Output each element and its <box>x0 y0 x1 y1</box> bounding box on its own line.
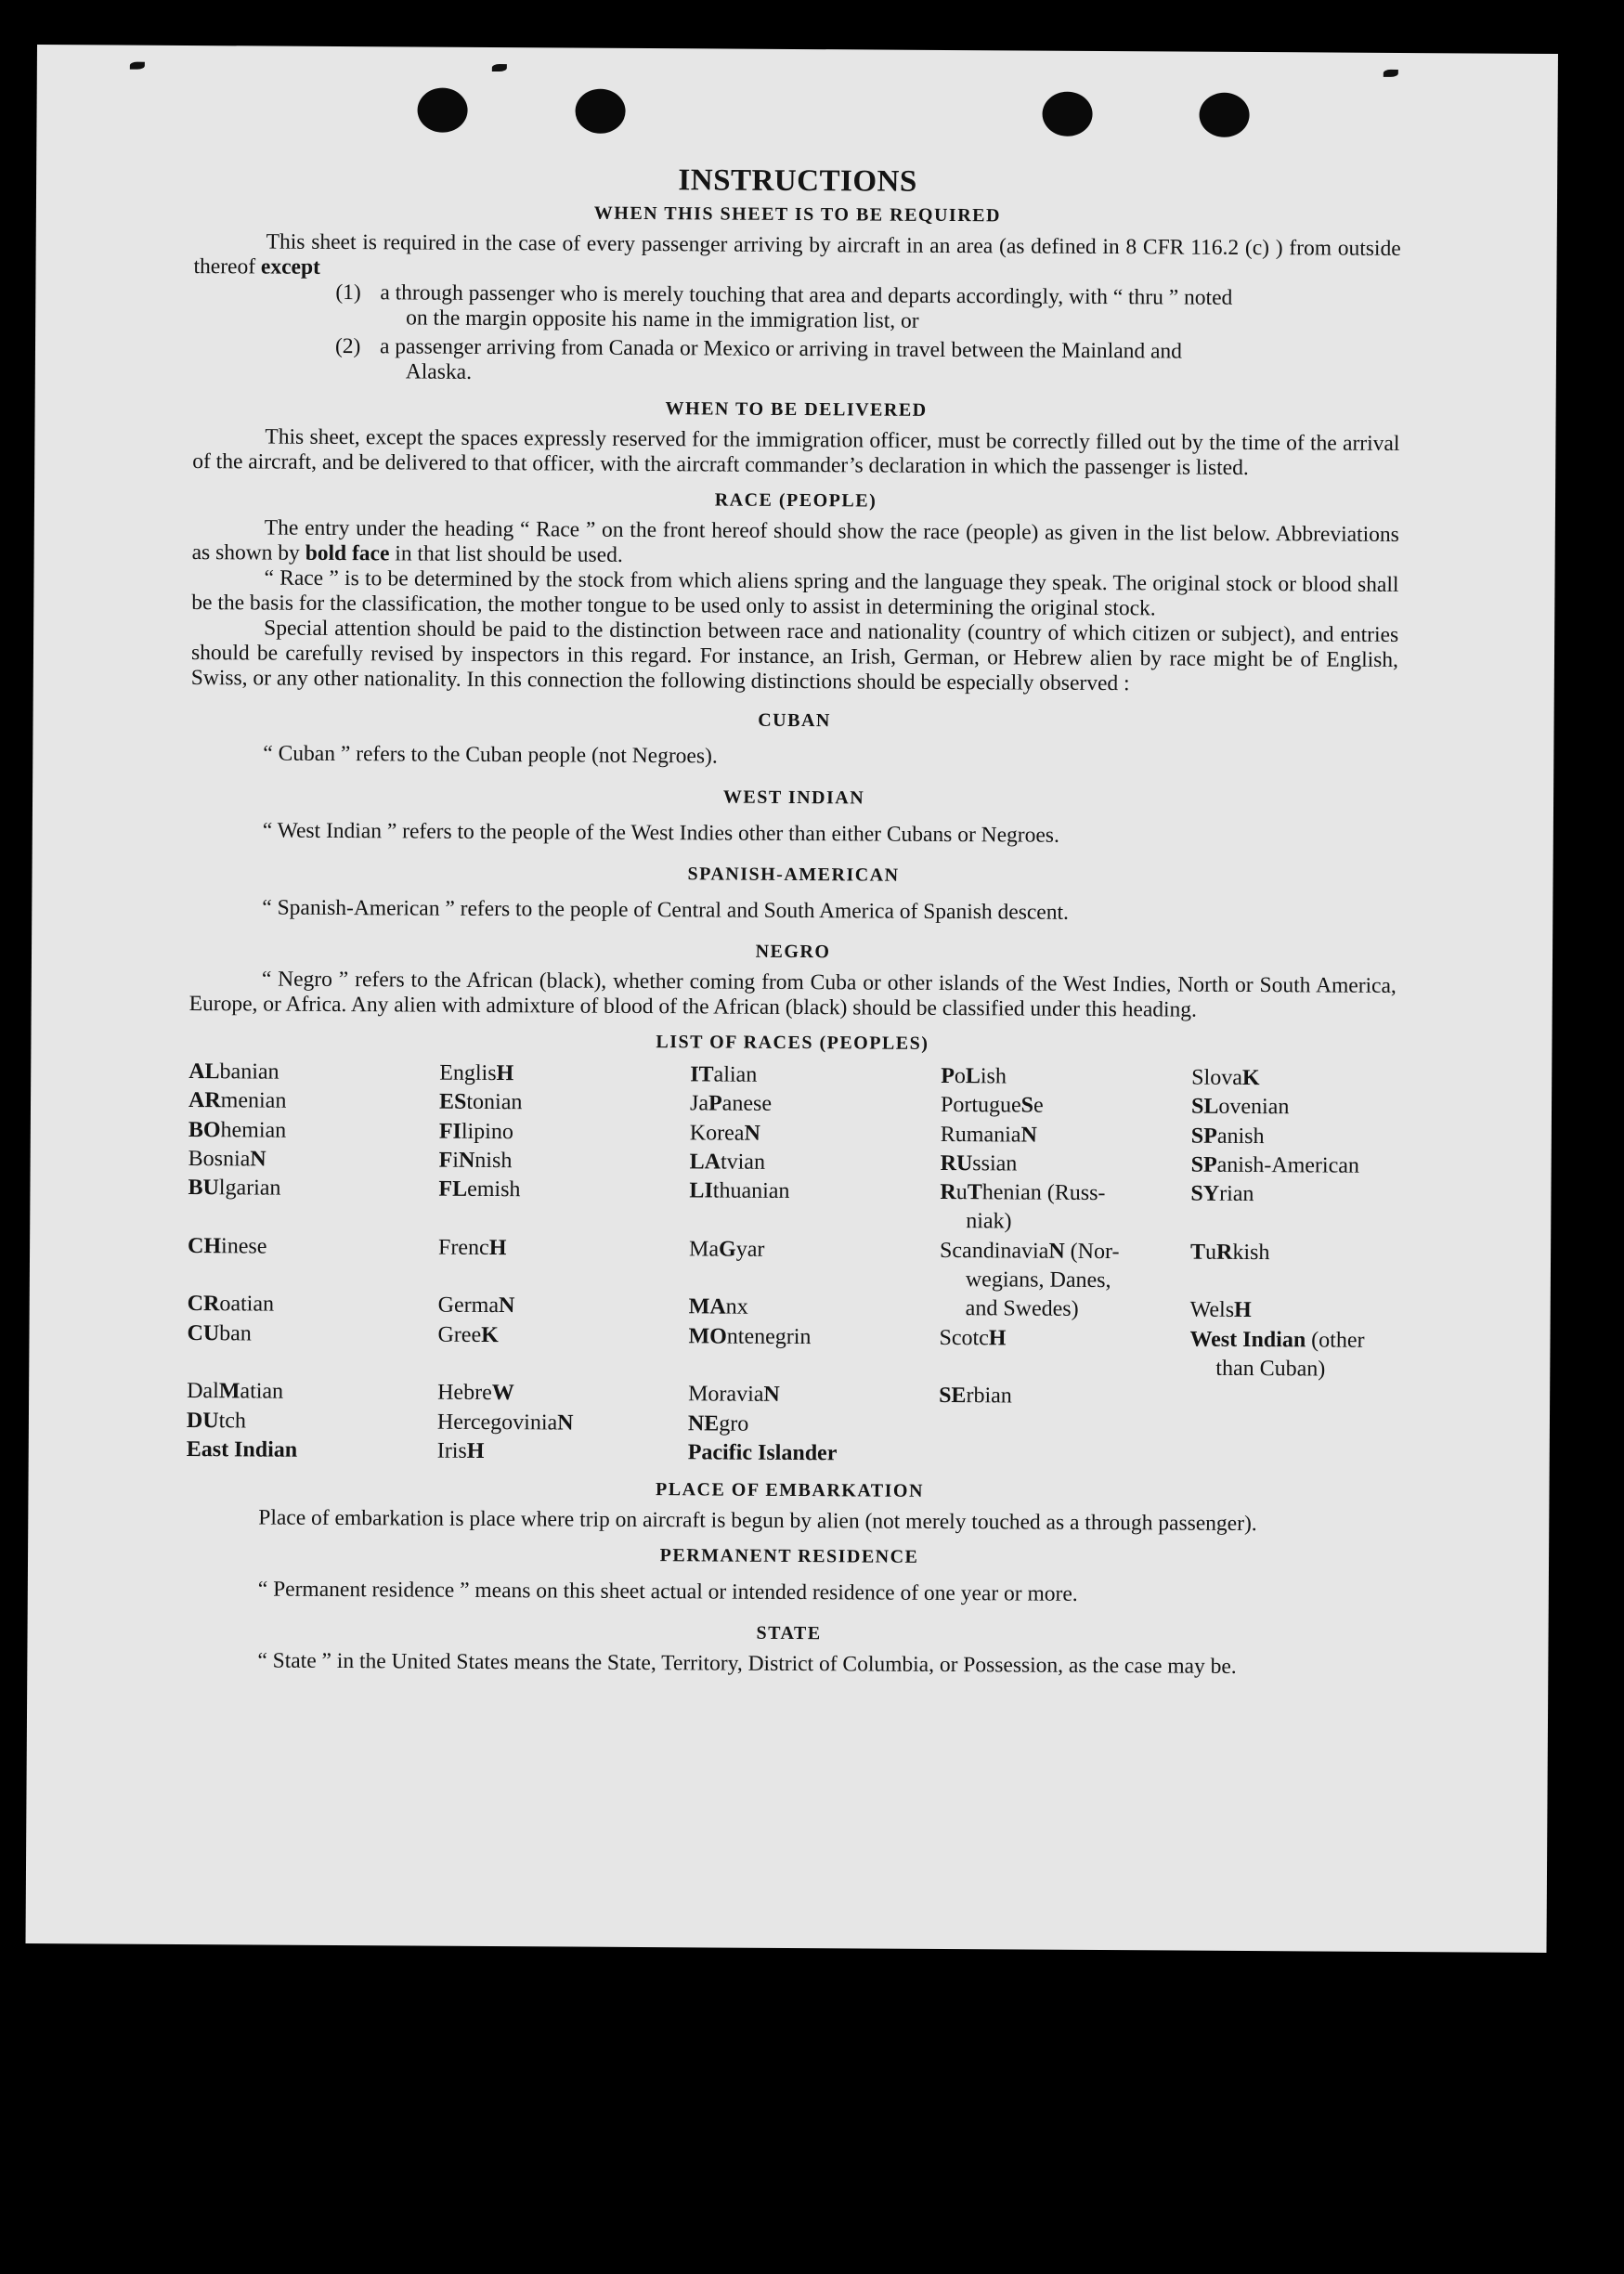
race-abbrev: DU <box>186 1408 219 1433</box>
race-text: o <box>954 1064 966 1089</box>
race-entry <box>188 1232 438 1292</box>
race-entry <box>439 1147 690 1177</box>
race-abbrev: SE <box>939 1384 967 1409</box>
race-abbrev: N <box>498 1293 515 1319</box>
race-abbrev: Pacific Islander <box>687 1440 838 1466</box>
section-heading-west-indian: WEST INDIAN <box>722 786 865 809</box>
race-text: Korea <box>689 1120 745 1146</box>
race-abbrev: AR <box>188 1088 221 1113</box>
item-line: a passenger arriving from Canada or Mexico or arriving in travel between the Mainland and <box>379 334 1183 364</box>
race-text: yar <box>735 1237 765 1262</box>
race-abbrev: N <box>458 1148 475 1173</box>
race-abbrev: LI <box>689 1178 713 1203</box>
race-text: Portugue <box>940 1093 1021 1118</box>
race-text: menian <box>220 1088 287 1113</box>
race-text: emish <box>467 1177 521 1202</box>
race-entry <box>188 1145 439 1176</box>
race-text: ban <box>219 1320 252 1346</box>
race-text: (other <box>1306 1328 1365 1353</box>
race-text: Germa <box>437 1293 500 1319</box>
race-text: tch <box>218 1408 247 1433</box>
race-text: banian <box>219 1059 279 1085</box>
race-entry <box>939 1411 1189 1442</box>
race-entry <box>439 1059 690 1090</box>
race-entry <box>1191 1093 1396 1124</box>
race-abbrev: H <box>988 1325 1007 1351</box>
race-entry <box>439 1117 690 1148</box>
race-entry <box>690 1119 941 1150</box>
race-abbrev: P <box>941 1063 955 1089</box>
punch-mark <box>130 62 145 70</box>
race-entry <box>188 1290 438 1320</box>
race-text: Frenc <box>438 1235 489 1260</box>
punch-hole <box>417 88 467 133</box>
race-text: Hebre <box>437 1380 492 1406</box>
race-abbrev: L <box>965 1064 981 1089</box>
race-abbrev: NE <box>687 1410 720 1436</box>
race-entry <box>939 1382 1189 1412</box>
race-text: anish <box>1216 1124 1265 1149</box>
race-entry <box>1191 1151 1396 1182</box>
race-text: Ja <box>689 1091 709 1116</box>
race-abbrev: IT <box>690 1062 714 1087</box>
race-abbrev: CH <box>188 1233 222 1259</box>
race-text: Ma <box>689 1237 720 1262</box>
race-abbrev: SY <box>1190 1181 1220 1206</box>
race-entry <box>690 1148 941 1178</box>
race-abbrev: BO <box>188 1117 221 1142</box>
punch-hole <box>575 89 625 134</box>
race-text: (Nor- <box>1064 1239 1120 1264</box>
section-heading-spanish-american: SPANISH-AMERICAN <box>687 864 900 886</box>
race-abbrev: M <box>218 1379 240 1404</box>
race-entry <box>437 1408 688 1438</box>
item-number: (2) <box>334 333 361 359</box>
race-entry <box>688 1410 939 1440</box>
race-entry <box>437 1320 688 1380</box>
item-text <box>380 334 1400 391</box>
race-abbrev: H <box>496 1061 514 1086</box>
race-abbrev: G <box>719 1237 736 1262</box>
item-text <box>380 280 1400 337</box>
race-entry <box>690 1090 941 1121</box>
west-indian-definition: “ West Indian ” refers to the people of the West Indies other than either Cubans or Negroes. <box>262 818 1059 848</box>
race-abbrev: CU <box>187 1320 220 1345</box>
race-abbrev: N <box>763 1383 780 1408</box>
race-entry <box>1190 1180 1395 1240</box>
races-list <box>187 1058 1397 1472</box>
section-heading-required: WHEN THIS SHEET IS TO BE REQUIRED <box>593 202 1002 227</box>
race-text: hemian <box>220 1117 287 1143</box>
section-heading-delivered: WHEN TO BE DELIVERED <box>665 398 928 421</box>
race-abbrev: N <box>1048 1239 1065 1264</box>
section-heading-cuban: CUBAN <box>758 709 831 732</box>
race-entry <box>940 1294 1190 1325</box>
race-text: Bosnia <box>188 1146 251 1172</box>
race-text: u <box>1205 1240 1217 1265</box>
race-text: i <box>452 1148 460 1173</box>
race-abbrev: BU <box>188 1176 219 1201</box>
page-title: INSTRUCTIONS <box>678 163 917 199</box>
race-text: Rumania <box>940 1122 1021 1148</box>
race-entry <box>188 1058 439 1088</box>
race-text: Dal <box>187 1379 219 1404</box>
race-entry <box>939 1324 1189 1384</box>
race-p1-text: in that list should be used. <box>389 541 623 567</box>
race-abbrev: H <box>1234 1298 1252 1323</box>
race-entry <box>187 1377 437 1408</box>
race-abbrev: S <box>1020 1093 1034 1118</box>
race-text: Gree <box>437 1322 482 1347</box>
race-abbrev: H <box>488 1235 507 1260</box>
race-abbrev: ES <box>438 1089 467 1115</box>
race-text: Hercegovinia <box>436 1410 558 1436</box>
race-text: tvian <box>720 1150 766 1175</box>
race-abbrev: CR <box>187 1292 220 1317</box>
race-entry <box>1190 1238 1395 1297</box>
race-entry <box>688 1381 939 1411</box>
race-text: rbian <box>966 1384 1012 1409</box>
race-entry <box>688 1438 939 1469</box>
section-heading-race: RACE (PEOPLE) <box>714 489 877 512</box>
section-heading-negro: NEGRO <box>755 941 831 963</box>
race-text: e <box>1033 1093 1044 1118</box>
race-abbrev: FI <box>438 1119 461 1144</box>
list-item <box>335 334 1400 391</box>
race-abbrev: K <box>1241 1065 1260 1091</box>
race-p1-text: The entry under the heading “ Race ” on the front hereof should show the race (people) as given in the list below. Abbreviations as shown by <box>191 515 1399 565</box>
required-intro <box>193 229 1400 287</box>
race-entry <box>689 1235 940 1294</box>
race-text: anish-American <box>1216 1152 1360 1178</box>
race-entry <box>439 1088 690 1119</box>
race-text-continued: wegians, Danes, <box>965 1267 1111 1293</box>
race-abbrev: AL <box>188 1059 220 1085</box>
race-abbrev: RU <box>940 1150 973 1176</box>
race-abbrev: P <box>708 1091 722 1116</box>
race-text: nx <box>725 1294 748 1320</box>
race-entry <box>438 1292 689 1322</box>
race-abbrev: West Indian <box>1189 1327 1306 1353</box>
race-text: Moravia <box>688 1382 764 1408</box>
race-entry <box>689 1177 940 1237</box>
instructions-body <box>185 159 1401 1681</box>
race-abbrev: R <box>1216 1240 1233 1265</box>
race-entry <box>187 1436 437 1466</box>
item-line: a through passenger who is merely touching that area and departs accordingly, with “ thru ” noted <box>380 280 1233 310</box>
section-heading-state: STATE <box>756 1622 822 1644</box>
required-intro-text: This sheet is required in the case of every passenger arriving by aircraft in an area (as defined in 8 CFR 116.2 (c) ) from outside thereof <box>193 229 1401 279</box>
race-entry <box>688 1322 939 1382</box>
race-text: rian <box>1219 1181 1254 1207</box>
race-text: ovenian <box>1218 1095 1290 1120</box>
document-page <box>26 45 1558 1953</box>
item-number: (1) <box>335 279 361 305</box>
race-entry <box>690 1060 941 1091</box>
race-text: tonian <box>466 1090 523 1115</box>
race-text: Englis <box>439 1060 497 1086</box>
race-entry <box>437 1379 688 1410</box>
race-entry <box>939 1440 1189 1471</box>
race-entry <box>940 1178 1190 1238</box>
race-paragraph-3: Special attention should be paid to the distinction between race and nationality (country of which citizen or subject), and entries should be carefully revised by inspectors in this regard. For instance, an Irish, German, or Hebrew alien by race might be of English, Swiss, or any other nationality. In this connection the following distinctions should be especially observed : <box>190 616 1399 696</box>
race-abbrev: N <box>1020 1123 1037 1148</box>
cuban-definition: “ Cuban ” refers to the Cuban people (not Negroes). <box>263 741 718 769</box>
race-abbrev: East Indian <box>186 1436 298 1462</box>
section-heading-residence: PERMANENT RESIDENCE <box>659 1545 919 1567</box>
race-abbrev: MA <box>688 1294 726 1319</box>
race-abbrev: SP <box>1190 1124 1217 1149</box>
race-abbrev: MO <box>688 1323 727 1349</box>
punch-hole <box>1199 93 1249 137</box>
punch-hole <box>1042 92 1092 136</box>
race-entry <box>941 1091 1191 1122</box>
race-text: henian (Russ- <box>981 1180 1106 1206</box>
race-text-continued: and Swedes) <box>965 1296 1079 1322</box>
section-heading-list: LIST OF RACES (PEOPLES) <box>656 1032 929 1054</box>
race-text-continued: niak) <box>966 1209 1012 1234</box>
race-entry <box>940 1237 1190 1296</box>
race-abbrev: H <box>466 1438 485 1463</box>
punch-mark <box>1384 70 1398 77</box>
race-entry <box>437 1437 688 1468</box>
race-entry <box>187 1319 437 1379</box>
race-text: u <box>955 1180 968 1205</box>
race-abbrev: N <box>744 1121 760 1146</box>
item-line: Alaska. <box>405 359 473 384</box>
race-paragraph-2: “ Race ” is to be determined by the stock from which aliens spring and the language they speak. The original stock or blood shall be the basis for the classification, the mother tongue to be used only to assist in determining the original stock. <box>191 565 1399 621</box>
race-text: oatian <box>219 1292 275 1317</box>
delivered-text: This sheet, except the spaces expressly reserved for the immigration officer, must be correctly filled out by the time of the arrival of the aircraft, and be delivered to that officer, with the aircraft commander’s declaration in which the passenger is listed. <box>192 424 1400 480</box>
race-entry <box>1189 1325 1394 1384</box>
race-text: thuanian <box>712 1178 790 1204</box>
race-abbrev: FL <box>438 1176 468 1202</box>
punch-mark <box>492 64 507 71</box>
required-intro-bold: except <box>260 254 320 279</box>
race-paragraph-1 <box>192 515 1399 573</box>
race-abbrev: T <box>1190 1240 1206 1265</box>
embarkation-text: Place of embarkation is place where trip on aircraft is begun by alien (not merely touched as a through passenger). <box>258 1505 1257 1537</box>
race-abbrev: N <box>250 1147 266 1172</box>
race-text: Scandinavia <box>940 1238 1049 1264</box>
race-entry <box>188 1086 439 1117</box>
race-entry <box>941 1121 1191 1151</box>
race-entry <box>1189 1441 1394 1472</box>
race-entry <box>1190 1296 1395 1327</box>
race-text: Scotc <box>939 1325 989 1350</box>
negro-definition: “ Negro ” refers to the African (black), whether coming from Cuba or other islands of the West Indies, North or South America, Europe, or Africa. Any alien with admixture of blood of the African (black) should be classified under this heading. <box>188 967 1397 1022</box>
race-entry <box>941 1062 1191 1093</box>
race-text: inese <box>221 1234 267 1259</box>
race-text-continued: than Cuban) <box>1215 1356 1326 1382</box>
race-entry <box>187 1407 437 1437</box>
race-text: atian <box>240 1379 284 1404</box>
race-text: ntenegrin <box>726 1324 812 1349</box>
race-text: kish <box>1232 1240 1270 1265</box>
section-heading-embarkation: PLACE OF EMBARKATION <box>655 1479 925 1502</box>
race-text: ssian <box>972 1151 1018 1176</box>
race-entry <box>1189 1384 1394 1414</box>
race-abbrev: SP <box>1190 1152 1217 1177</box>
race-text: alian <box>713 1062 758 1087</box>
race-text: gro <box>719 1411 749 1436</box>
race-entry <box>438 1176 689 1235</box>
race-abbrev: N <box>557 1410 574 1436</box>
item-line: on the margin opposite his name in the immigration list, or <box>406 305 919 333</box>
race-entry <box>1191 1064 1396 1095</box>
race-abbrev: W <box>491 1381 514 1406</box>
race-text: nish <box>474 1148 513 1174</box>
race-text: lipino <box>461 1119 513 1144</box>
race-text: Iris <box>436 1438 467 1463</box>
race-text: Wels <box>1189 1297 1235 1323</box>
race-entry <box>188 1174 438 1233</box>
race-p1-bold: bold face <box>305 540 390 566</box>
race-abbrev: LA <box>689 1150 721 1175</box>
race-entry <box>689 1293 940 1324</box>
race-text: lgarian <box>218 1176 281 1201</box>
state-text: “ State ” in the United States means the State, Territory, District of Columbia, or Possession, as the case may be. <box>257 1648 1237 1680</box>
spanish-american-definition: “ Spanish-American ” refers to the people of Central and South America of Spanish descent. <box>262 895 1069 925</box>
race-abbrev: T <box>967 1180 982 1205</box>
race-entry <box>438 1233 689 1293</box>
race-entry <box>941 1150 1191 1180</box>
list-item <box>335 280 1400 337</box>
race-abbrev: R <box>940 1180 956 1205</box>
race-abbrev: SL <box>1190 1094 1219 1120</box>
race-text: Slova <box>1191 1065 1242 1090</box>
race-abbrev: K <box>481 1322 499 1347</box>
residence-text: “ Permanent residence ” means on this sheet actual or intended residence of one year or more. <box>257 1577 1078 1607</box>
race-abbrev: F <box>438 1148 453 1173</box>
race-entry <box>1189 1412 1394 1443</box>
race-entry <box>188 1116 439 1147</box>
race-entry <box>1191 1122 1396 1152</box>
race-text: ish <box>980 1064 1007 1089</box>
race-text: anese <box>721 1091 773 1117</box>
